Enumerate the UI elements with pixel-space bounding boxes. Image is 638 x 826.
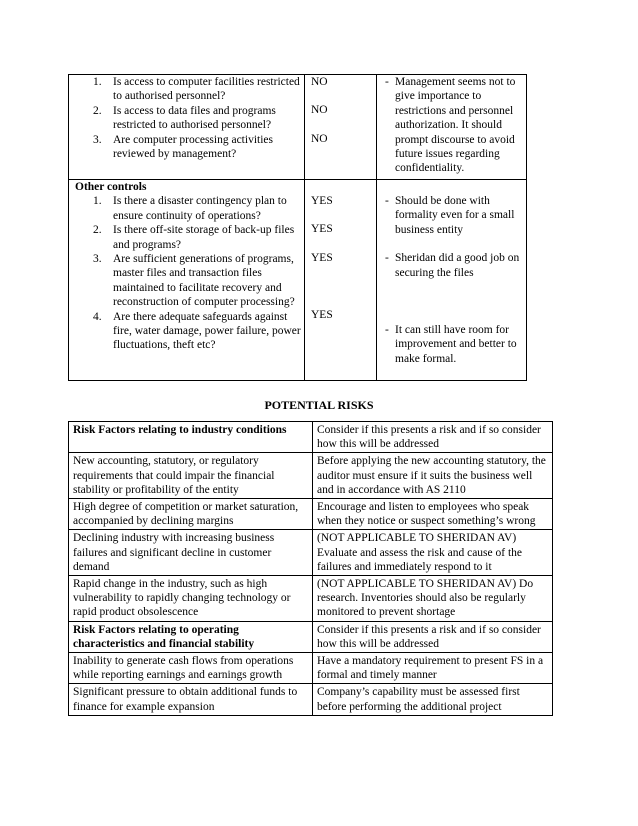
access-questions-cell: [69, 75, 305, 180]
comment: - Sheridan did a good job on securing the files: [385, 252, 520, 279]
risk-response-cell: Consider if this presents a risk and if so consider how this will be addressed: [313, 621, 553, 652]
question-item: 4. Are there adequate safeguards against fire, water damage, power failure, power fluctuations, theft etc?: [93, 310, 301, 352]
comment: - Should be done with formality even for a small business entity: [385, 195, 515, 236]
risk-response-cell: Have a mandatory requirement to present FS in a formal and timely manner: [313, 653, 553, 684]
risk-factor-cell: High degree of competition or market saturation, accompanied by declining margins: [69, 499, 313, 530]
answer: NO: [311, 76, 328, 88]
risk-factor-cell: Significant pressure to obtain additional funds to finance for example expansion: [69, 684, 313, 715]
controls-table: [68, 74, 527, 381]
risk-row: [69, 576, 553, 622]
access-comment-cell: [377, 75, 527, 180]
risk-row: [69, 530, 553, 576]
risk-header-row: [69, 422, 553, 453]
other-questions-cell: [69, 180, 305, 381]
other-comments-cell: [377, 180, 527, 381]
risk-response-cell: (NOT APPLICABLE TO SHERIDAN AV) Do research. Inventories should also be regularly monitored to prevent shortage: [313, 576, 553, 622]
risk-response-cell: (NOT APPLICABLE TO SHERIDAN AV) Evaluate and assess the risk and cause of the failures and immediately respond to it: [313, 530, 553, 576]
question-item: 1. Is there a disaster contingency plan to ensure continuity of operations?: [93, 195, 287, 222]
comment: - It can still have room for improvement and better to make formal.: [385, 324, 517, 365]
answer: YES: [311, 309, 333, 322]
risk-row: [69, 499, 553, 530]
risk-response-cell: Encourage and listen to employees who speak when they notice or suspect something’s wrong: [313, 499, 553, 530]
other-answers-cell: [305, 180, 377, 381]
potential-risks-title: POTENTIAL RISKS: [264, 398, 374, 412]
risk-header-row: [69, 621, 553, 652]
risk-response-cell: Consider if this presents a risk and if so consider how this will be addressed: [313, 422, 553, 453]
risk-row: [69, 653, 553, 684]
answer: NO: [311, 104, 328, 117]
answer: NO: [311, 132, 328, 145]
risk-factor-cell: Rapid change in the industry, such as high vulnerability to rapidly changing technology or rapid product obsolescence: [69, 576, 313, 622]
question-item: 1. Is access to computer facilities restricted to authorised personnel?: [93, 76, 300, 103]
question-item: 2. Is there off-site storage of back-up files and programs?: [93, 224, 295, 251]
risk-factor-cell: Risk Factors relating to industry conditions: [69, 422, 313, 453]
answer: YES: [311, 195, 333, 207]
risk-factor-cell: New accounting, statutory, or regulatory requirements that could impair the financial stability or profitability of the entity: [69, 453, 313, 499]
risk-factor-cell: Declining industry with increasing business failures and significant decline in customer demand: [69, 530, 313, 576]
comment: - Management seems not to give importance to restrictions and personnel authorization. It should prompt discourse to avoid future issues regarding confidentiality.: [385, 76, 516, 175]
risk-response-cell: Before applying the new accounting statutory, the auditor must ensure if it suits the business well and in accordance with AS 2110: [313, 453, 553, 499]
answer: YES: [311, 223, 333, 236]
question-item: 3. Are sufficient generations of programs, master files and transaction files maintained to facilitate recovery and reconstruction of computer processing?: [93, 253, 295, 309]
other-controls-row: [69, 180, 527, 381]
risk-response-cell: Company’s capability must be assessed first before performing the additional project: [313, 684, 553, 715]
risks-table: [68, 421, 553, 716]
other-controls-heading: Other controls: [75, 181, 147, 193]
access-answers-cell: [305, 75, 377, 180]
access-controls-row: [69, 75, 527, 180]
risk-factor-cell: Inability to generate cash flows from operations while reporting earnings and earnings growth: [69, 653, 313, 684]
answer: YES: [311, 251, 333, 264]
risk-factor-cell: Risk Factors relating to operating characteristics and financial stability: [69, 621, 313, 652]
risk-row: [69, 453, 553, 499]
question-item: 3. Are computer processing activities reviewed by management?: [93, 133, 273, 161]
question-item: 2. Is access to data files and programs restricted to authorised personnel?: [93, 104, 276, 132]
risk-row: [69, 684, 553, 715]
